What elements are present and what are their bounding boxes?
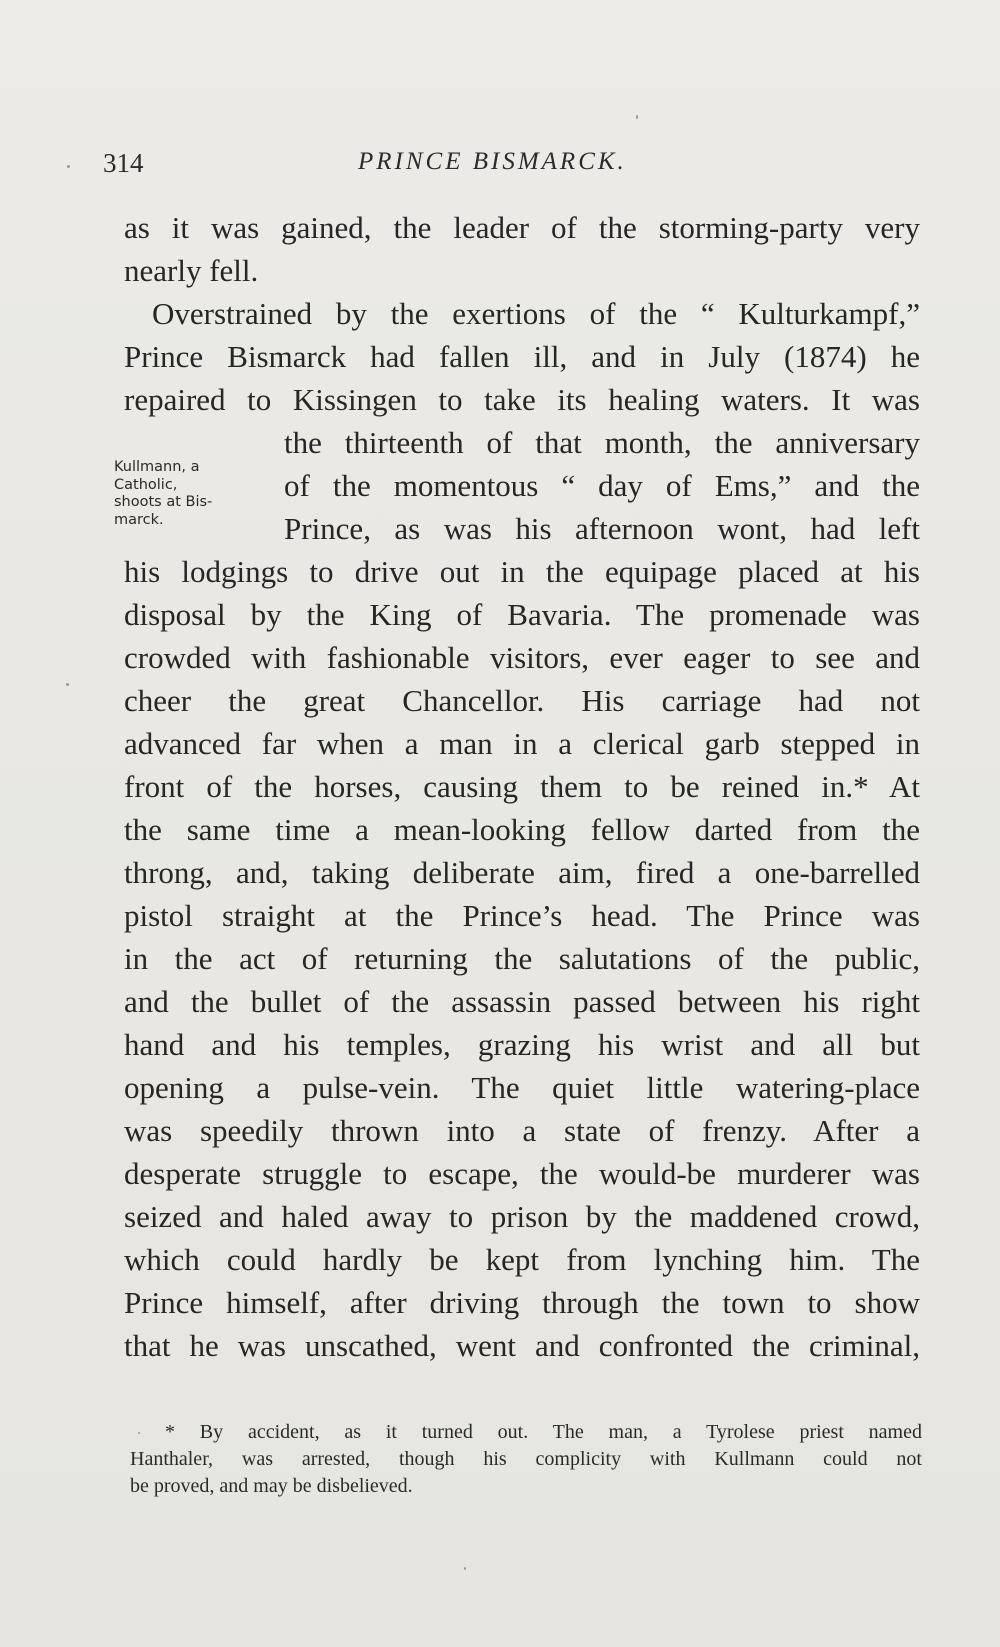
body-line: that he was unscathed, went and confronted the criminal, [124,1328,920,1363]
body-line: crowded with fashionable visitors, ever eager to see and [124,640,920,675]
body-line: was speedily thrown into a state of frenzy. After a [124,1113,920,1148]
body-line: hand and his temples, grazing his wrist and all but [124,1027,920,1062]
body-line: the thirteenth of that month, the anniversary [284,425,920,460]
body-line: advanced far when a man in a clerical garb stepped in [124,726,920,761]
body-line: front of the horses, causing them to be reined in.* At [124,769,920,804]
marginal-note [114,459,284,529]
footnote-line: be proved, and may be disbelieved. [130,1475,413,1497]
body-line: in the act of returning the salutations of the public, [124,941,920,976]
footnote-line: * By accident, as it turned out. The man, a Tyrolese priest named [165,1421,922,1443]
body-line: Prince, as was his afternoon wont, had left [284,511,920,546]
marginal-note-line: Kullmann, a [114,459,200,475]
body-line: pistol straight at the Prince’s head. The Prince was [124,898,920,933]
paper-speck [66,683,69,686]
body-line: which could hardly be kept from lynching him. The [124,1242,920,1277]
marginal-note-line: Catholic, [114,476,178,493]
body-line: nearly fell. [124,253,259,288]
body-line: his lodgings to drive out in the equipage placed at his [124,554,920,589]
running-title: PRINCE BISMARCK. [358,148,627,175]
body-line: desperate struggle to escape, the would-be murderer was [124,1156,920,1191]
body-line: opening a pulse-vein. The quiet little watering-place [124,1070,920,1105]
running-head [103,148,918,188]
body-line: and the bullet of the assassin passed between his right [124,984,920,1019]
body-line: Prince Bismarck had fallen ill, and in July (1874) he [124,339,920,374]
body-line: cheer the great Chancellor. His carriage had not [124,683,920,718]
body-line: Overstrained by the exertions of the “ Kulturkampf,” [152,296,920,331]
body-line: of the momentous “ day of Ems,” and the [284,468,920,503]
body-line: Prince himself, after driving through the town to show [124,1285,920,1320]
body-line: the same time a mean-looking fellow darted from the [124,812,920,847]
body-line: repaired to Kissingen to take its healing waters. It was [124,382,920,417]
body-line: throng, and, taking deliberate aim, fired a one-barrelled [124,855,920,890]
paper-speck [138,1432,140,1434]
marginal-note-line: shoots at Bis- [114,494,213,510]
footnote-line: Hanthaler, was arrested, though his complicity with Kullmann could not [130,1448,922,1470]
page-number: 314 [103,148,144,178]
body-line: disposal by the King of Bavaria. The promenade was [124,597,920,632]
body-line: as it was gained, the leader of the storming-party very [124,210,920,245]
paper-speck [464,1567,466,1570]
paper-speck [636,115,638,119]
body-line: seized and haled away to prison by the maddened crowd, [124,1199,920,1234]
marginal-note-line: marck. [114,511,164,528]
paper-speck [67,165,70,168]
